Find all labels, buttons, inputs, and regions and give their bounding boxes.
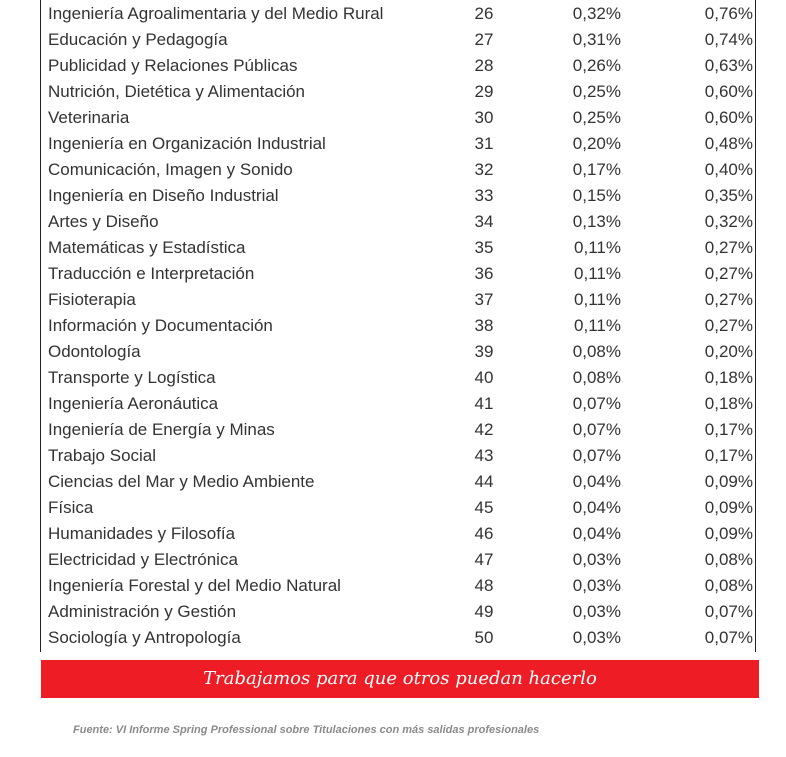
- percentage-2: 0,08%: [704, 550, 753, 569]
- rank-number: 35: [474, 238, 494, 257]
- percentage-1: 0,25%: [572, 108, 621, 127]
- degree-name: Trabajo Social: [48, 446, 157, 465]
- slogan-text: Trabajamos para que otros puedan hacerlo: [203, 668, 597, 689]
- degree-name: Veterinaria: [48, 108, 130, 127]
- degree-name: Matemáticas y Estadística: [48, 238, 246, 257]
- rank-number: 48: [474, 576, 494, 595]
- percentage-1: 0,11%: [574, 264, 621, 283]
- rank-number: 49: [474, 602, 494, 621]
- degree-name: Ingeniería Agroalimentaria y del Medio Rural: [48, 4, 384, 23]
- percentage-2: 0,17%: [704, 420, 753, 439]
- rank-number: 40: [474, 368, 494, 387]
- table-row: [41, 313, 757, 339]
- percentage-2: 0,18%: [704, 394, 753, 413]
- slogan-banner: [41, 660, 759, 698]
- degree-name: Ingeniería Forestal y del Medio Natural: [48, 576, 341, 595]
- table-row: [41, 521, 757, 547]
- rank-number: 34: [474, 212, 494, 231]
- table-row: [41, 105, 757, 131]
- degree-name: Traducción e Interpretación: [48, 264, 255, 283]
- percentage-1: 0,17%: [572, 160, 621, 179]
- table-row: [41, 287, 757, 313]
- percentage-2: 0,09%: [704, 472, 753, 491]
- percentage-1: 0,04%: [572, 498, 621, 517]
- table-row: [41, 27, 757, 53]
- percentage-1: 0,07%: [572, 394, 621, 413]
- percentage-1: 0,11%: [574, 238, 621, 257]
- source-note: Fuente: VI Informe Spring Professional sobre Titulaciones con más salidas profesionales: [73, 724, 540, 736]
- degree-name: Comunicación, Imagen y Sonido: [48, 160, 293, 179]
- degree-name: Física: [48, 498, 94, 517]
- percentage-2: 0,09%: [704, 524, 753, 543]
- degree-name: Ingeniería de Energía y Minas: [48, 420, 275, 439]
- degree-name: Ingeniería Aeronáutica: [48, 394, 219, 413]
- percentage-2: 0,18%: [704, 368, 753, 387]
- percentage-1: 0,26%: [572, 56, 621, 75]
- degree-name: Odontología: [48, 342, 141, 361]
- table-row: [41, 339, 757, 365]
- rank-number: 50: [474, 628, 494, 647]
- table-row: [41, 131, 757, 157]
- percentage-1: 0,11%: [574, 290, 621, 309]
- percentage-1: 0,04%: [572, 472, 621, 491]
- degree-name: Ingeniería en Diseño Industrial: [48, 186, 279, 205]
- rank-number: 37: [474, 290, 494, 309]
- table-row: [41, 183, 757, 209]
- rank-number: 38: [474, 316, 494, 335]
- table-row: [41, 417, 757, 443]
- percentage-2: 0,27%: [704, 316, 753, 335]
- rank-number: 36: [474, 264, 494, 283]
- percentage-1: 0,32%: [572, 4, 621, 23]
- degree-name: Administración y Gestión: [48, 602, 237, 621]
- degree-name: Ingeniería en Organización Industrial: [48, 134, 326, 153]
- percentage-1: 0,08%: [572, 342, 621, 361]
- degree-name: Fisioterapia: [48, 290, 136, 309]
- percentage-2: 0,32%: [704, 212, 753, 231]
- percentage-2: 0,60%: [704, 82, 753, 101]
- table-row: [41, 235, 757, 261]
- degree-name: Transporte y Logística: [48, 368, 216, 387]
- degree-name: Ciencias del Mar y Medio Ambiente: [48, 472, 315, 491]
- table-row: [41, 53, 757, 79]
- degree-name: Información y Documentación: [48, 316, 273, 335]
- percentage-2: 0,63%: [704, 56, 753, 75]
- percentage-1: 0,13%: [572, 212, 621, 231]
- rank-number: 32: [474, 160, 494, 179]
- rank-number: 46: [474, 524, 494, 543]
- rank-number: 43: [474, 446, 494, 465]
- table-row: [41, 209, 757, 235]
- table-row: [41, 79, 757, 105]
- percentage-2: 0,27%: [704, 290, 753, 309]
- percentage-1: 0,15%: [572, 186, 621, 205]
- table-row: [41, 573, 757, 599]
- degree-name: Electricidad y Electrónica: [48, 550, 238, 569]
- percentage-2: 0,60%: [704, 108, 753, 127]
- percentage-2: 0,07%: [704, 602, 753, 621]
- table-row: [41, 365, 757, 391]
- percentage-1: 0,08%: [572, 368, 621, 387]
- percentage-2: 0,48%: [704, 134, 753, 153]
- rank-number: 26: [474, 4, 494, 23]
- rank-number: 31: [474, 134, 494, 153]
- table-row: [41, 469, 757, 495]
- table-row: [41, 1, 757, 27]
- rank-number: 29: [474, 82, 494, 101]
- rank-number: 30: [474, 108, 494, 127]
- percentage-1: 0,20%: [572, 134, 621, 153]
- percentage-2: 0,09%: [704, 498, 753, 517]
- table-row: [41, 443, 757, 469]
- rank-number: 42: [474, 420, 494, 439]
- rank-number: 44: [474, 472, 494, 491]
- table-row: [41, 599, 757, 625]
- percentage-2: 0,07%: [704, 628, 753, 647]
- rank-number: 45: [474, 498, 494, 517]
- percentage-2: 0,27%: [704, 238, 753, 257]
- percentage-1: 0,07%: [572, 446, 621, 465]
- rank-number: 28: [474, 56, 494, 75]
- table-row: [41, 547, 757, 573]
- percentage-1: 0,03%: [572, 628, 621, 647]
- percentage-1: 0,25%: [572, 82, 621, 101]
- percentage-2: 0,40%: [704, 160, 753, 179]
- percentage-2: 0,74%: [704, 30, 753, 49]
- table-row: [41, 391, 757, 417]
- table-row: [41, 495, 757, 521]
- percentage-1: 0,11%: [574, 316, 621, 335]
- ranking-table: [40, 0, 756, 652]
- percentage-2: 0,17%: [704, 446, 753, 465]
- percentage-1: 0,04%: [572, 524, 621, 543]
- rank-number: 41: [474, 394, 494, 413]
- percentage-1: 0,31%: [572, 30, 621, 49]
- percentage-1: 0,03%: [572, 576, 621, 595]
- percentage-2: 0,35%: [704, 186, 753, 205]
- degree-name: Artes y Diseño: [48, 212, 159, 231]
- table-row: [41, 261, 757, 287]
- percentage-2: 0,76%: [704, 4, 753, 23]
- rank-number: 27: [474, 30, 494, 49]
- table-row: [41, 157, 757, 183]
- degree-name: Humanidades y Filosofía: [48, 524, 236, 543]
- percentage-2: 0,08%: [704, 576, 753, 595]
- degree-name: Educación y Pedagogía: [48, 30, 228, 49]
- rank-number: 39: [474, 342, 494, 361]
- rank-number: 33: [474, 186, 494, 205]
- percentage-1: 0,07%: [572, 420, 621, 439]
- percentage-2: 0,20%: [704, 342, 753, 361]
- table-row: [41, 625, 757, 651]
- degree-name: Publicidad y Relaciones Públicas: [48, 56, 298, 75]
- percentage-1: 0,03%: [572, 550, 621, 569]
- degree-name: Nutrición, Dietética y Alimentación: [48, 82, 306, 101]
- rank-number: 47: [474, 550, 494, 569]
- degree-name: Sociología y Antropología: [48, 628, 241, 647]
- percentage-2: 0,27%: [704, 264, 753, 283]
- percentage-1: 0,03%: [572, 602, 621, 621]
